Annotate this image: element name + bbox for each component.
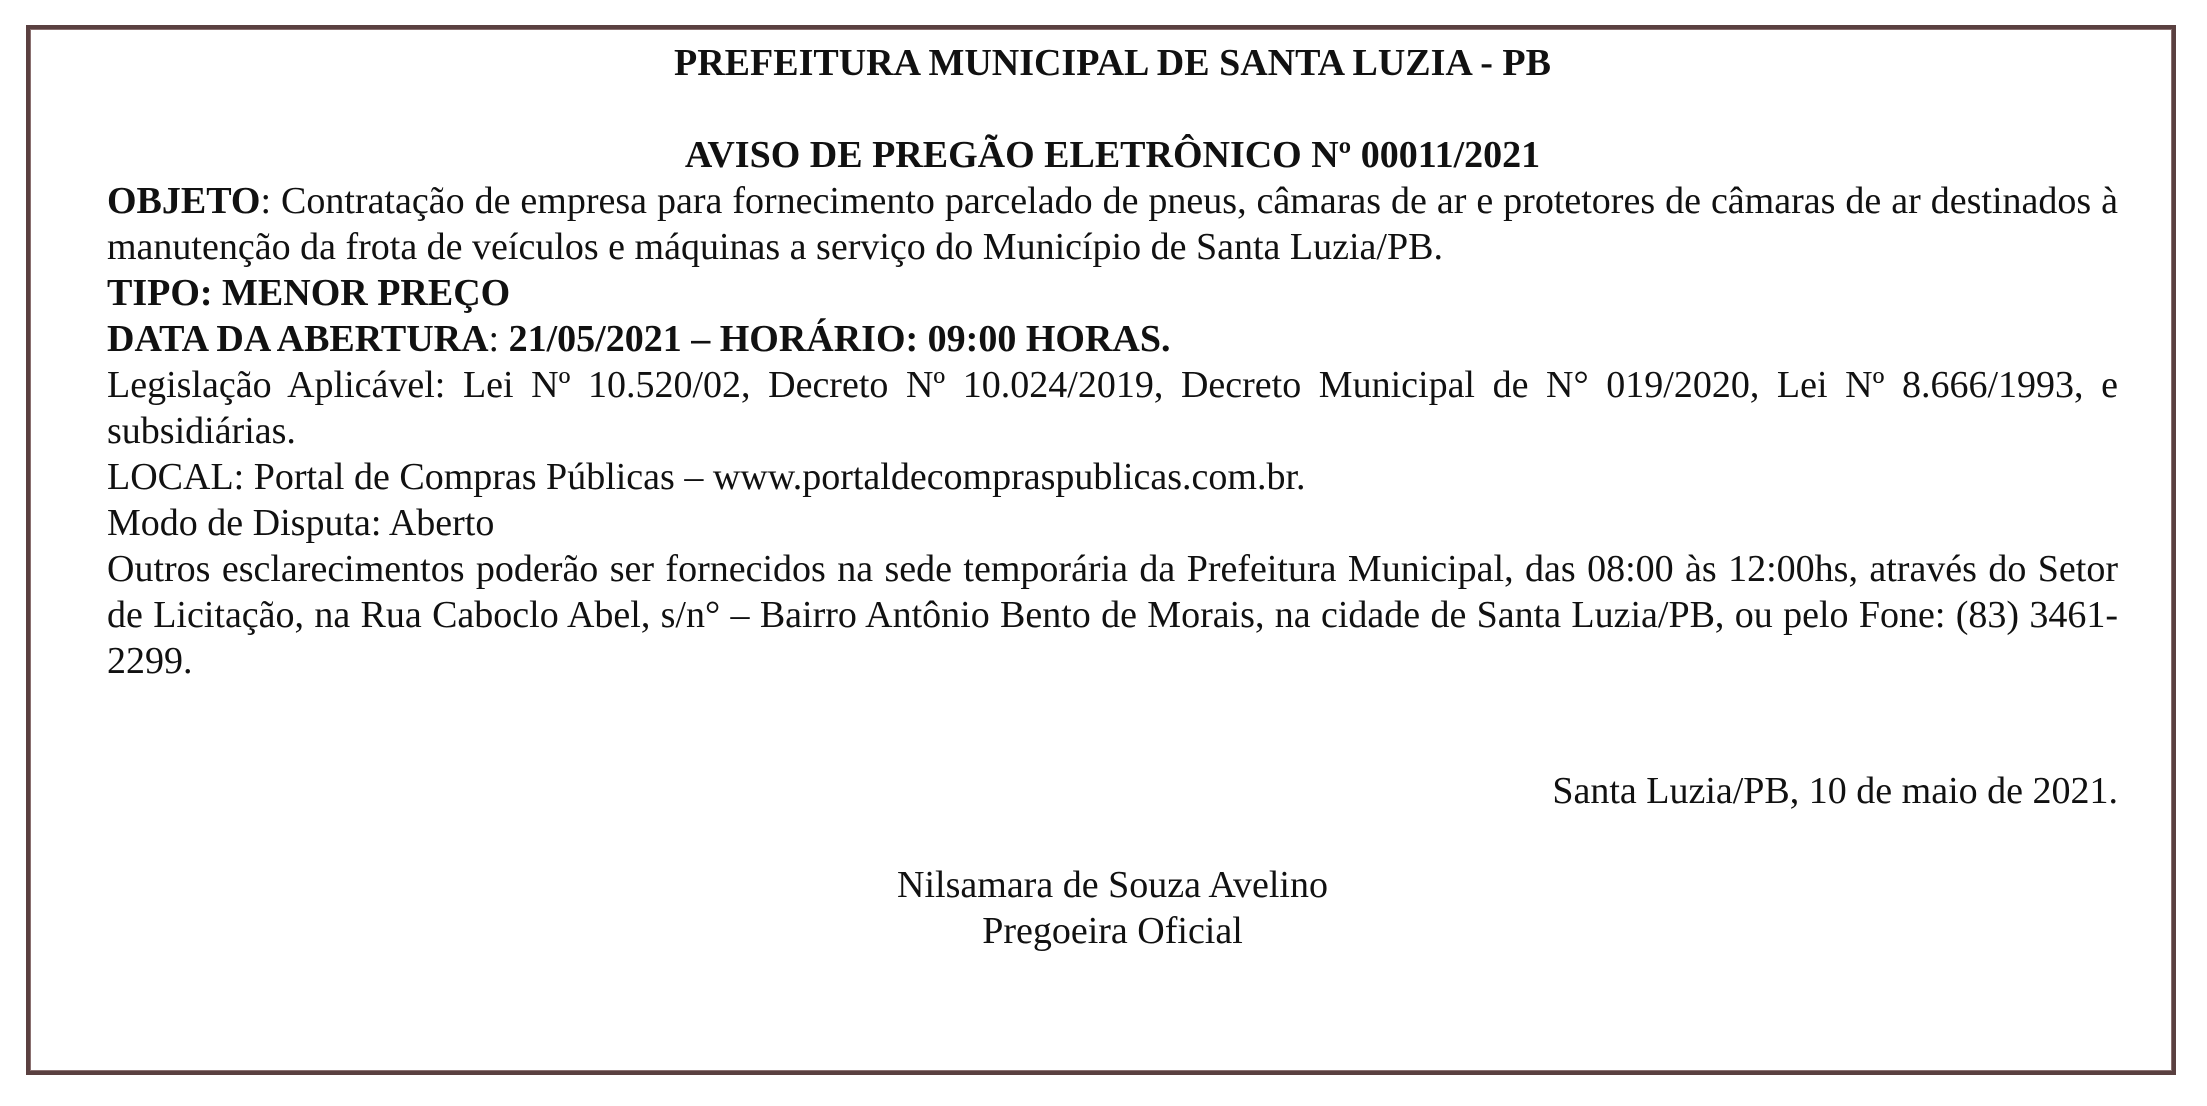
local-line: LOCAL: Portal de Compras Públicas – www.portaldecompraspublicas.com.br. <box>107 456 1306 498</box>
esclarecimentos-paragraph: Outros esclarecimentos poderão ser fornecidos na sede temporária da Prefeitura Municipal, das 08:00 às 12:00hs, através do Setor de Licitação, na Rua Caboclo Abel, s/n° – Bairro Antônio Bento de Morais, na cidade de Santa Luzia/PB, ou pelo Fone: (83) 3461-2299. <box>107 548 2118 682</box>
objeto-label: OBJETO <box>107 180 261 222</box>
institution-title: PREFEITURA MUNICIPAL DE SANTA LUZIA - PB <box>674 42 1551 84</box>
modo-disputa-line: Modo de Disputa: Aberto <box>107 502 495 544</box>
notice-content <box>107 40 2118 952</box>
abertura-value: 21/05/2021 – HORÁRIO: 09:00 HORAS. <box>508 318 1171 360</box>
signatory-name: Nilsamara de Souza Avelino <box>897 864 1328 906</box>
signature-block <box>107 862 2118 954</box>
signatory-role: Pregoeira Oficial <box>982 910 1243 952</box>
date-place: Santa Luzia/PB, 10 de maio de 2021. <box>1552 770 2118 812</box>
tipo-line: TIPO: MENOR PREÇO <box>107 272 511 314</box>
notice-title: AVISO DE PREGÃO ELETRÔNICO Nº 00011/2021 <box>684 134 1541 176</box>
abertura-separator: : <box>488 318 509 360</box>
abertura-line <box>107 316 2118 362</box>
objeto-text: : Contratação de empresa para fornecimento parcelado de pneus, câmaras de ar e protetores de câmaras de ar destinados à manutenção da frota de veículos e máquinas a serviço do Município de Santa Luzia/PB. <box>107 180 2118 268</box>
legislacao-paragraph: Legislação Aplicável: Lei Nº 10.520/02, Decreto Nº 10.024/2019, Decreto Municipal de N° 019/2020, Lei Nº 8.666/1993, e subsidiárias. <box>107 364 2118 452</box>
abertura-label: DATA DA ABERTURA <box>107 318 489 360</box>
objeto-paragraph <box>107 178 2118 270</box>
